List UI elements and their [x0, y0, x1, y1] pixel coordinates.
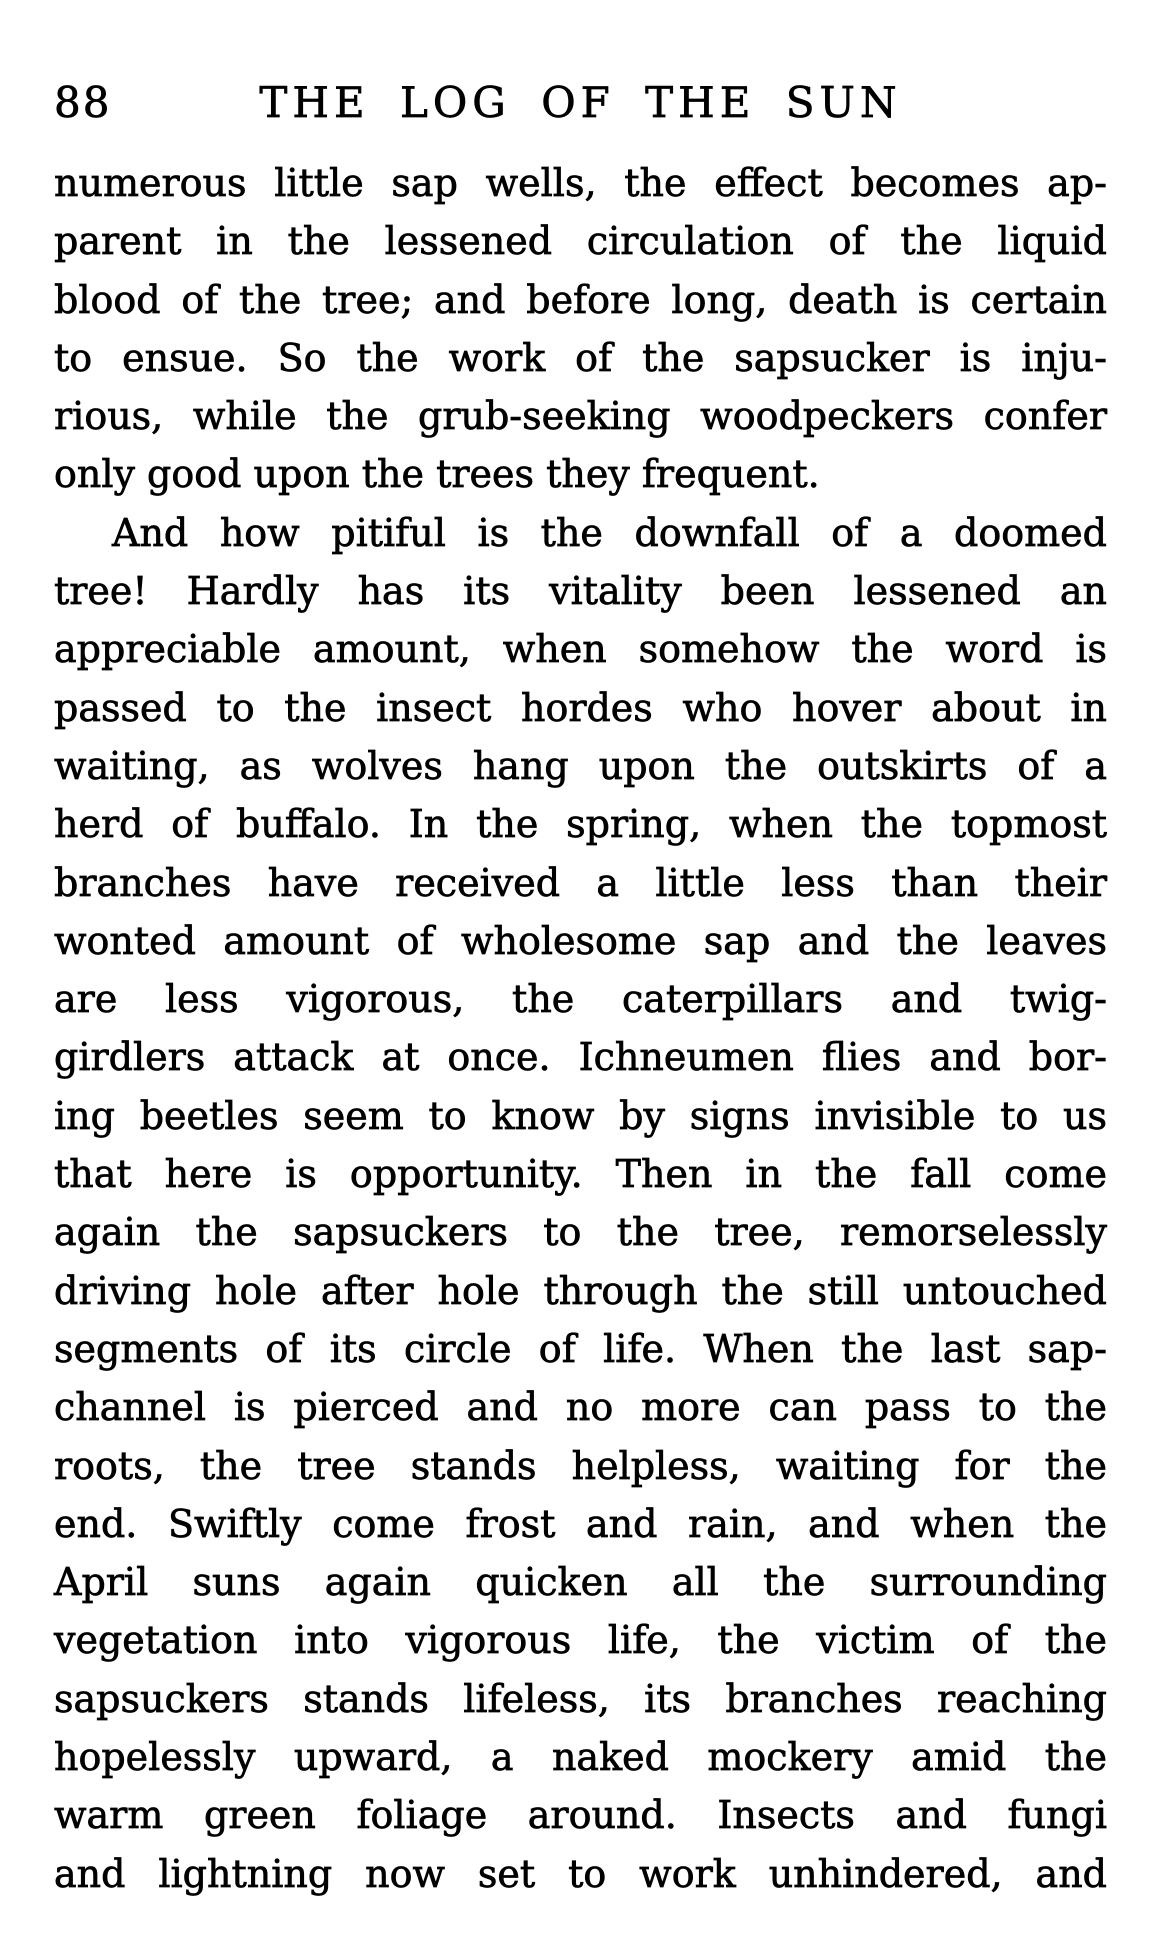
- text-line: end. Swiftly come frost and rain, and when the: [54, 1501, 1107, 1546]
- text-line: driving hole after hole through the still untouched: [54, 1268, 1107, 1313]
- text-line: girdlers attack at once. Ichneumen flies and bor-: [54, 1035, 1107, 1080]
- text-line: blood of the tree; and before long, death is certain: [54, 277, 1107, 322]
- page-number: 88: [54, 78, 112, 127]
- text-line: that here is opportunity. Then in the fall come: [54, 1152, 1107, 1197]
- text-line: waiting, as wolves hang upon the outskirts of a: [54, 743, 1107, 788]
- running-head: THE LOG OF THE SUN: [259, 78, 902, 127]
- text-line: and lightning now set to work unhindered, and: [54, 1851, 1107, 1896]
- text-line: are less vigorous, the caterpillars and twig-: [54, 977, 1107, 1022]
- text-line: vegetation into vigorous life, the victim of the: [54, 1618, 1107, 1663]
- text-line: herd of buffalo. In the spring, when the topmost: [54, 802, 1107, 847]
- body-text: [54, 154, 1107, 1903]
- text-line: roots, the tree stands helpless, waiting for the: [54, 1443, 1107, 1488]
- text-line: rious, while the grub-seeking woodpeckers confer: [54, 394, 1107, 439]
- text-line: only good upon the trees they frequent.: [54, 452, 820, 497]
- page-header: [54, 78, 1107, 130]
- text-line: passed to the insect hordes who hover about in: [54, 685, 1107, 730]
- text-line: branches have received a little less than their: [54, 860, 1107, 905]
- text-line: April suns again quicken all the surrounding: [54, 1560, 1107, 1605]
- text-line: And how pitiful is the downfall of a doomed: [112, 510, 1107, 555]
- text-line: appreciable amount, when somehow the word is: [54, 627, 1107, 672]
- text-line: channel is pierced and no more can pass to the: [54, 1385, 1107, 1430]
- text-line: to ensue. So the work of the sapsucker is inju-: [54, 335, 1107, 380]
- text-line: numerous little sap wells, the effect becomes ap-: [54, 161, 1107, 205]
- text-line: wonted amount of wholesome sap and the leaves: [54, 918, 1107, 963]
- text-line: parent in the lessened circulation of the liquid: [54, 219, 1107, 264]
- text-line: again the sapsuckers to the tree, remorselessly: [54, 1210, 1107, 1255]
- text-line: hopelessly upward, a naked mockery amid the: [54, 1735, 1107, 1780]
- text-line: warm green foliage around. Insects and fungi: [54, 1793, 1107, 1838]
- text-line: ing beetles seem to know by signs invisible to us: [54, 1093, 1107, 1138]
- text-line: sapsuckers stands lifeless, its branches reaching: [54, 1676, 1107, 1721]
- text-line: segments of its circle of life. When the last sap-: [54, 1326, 1107, 1371]
- text-line: tree! Hardly has its vitality been lessened an: [54, 569, 1107, 614]
